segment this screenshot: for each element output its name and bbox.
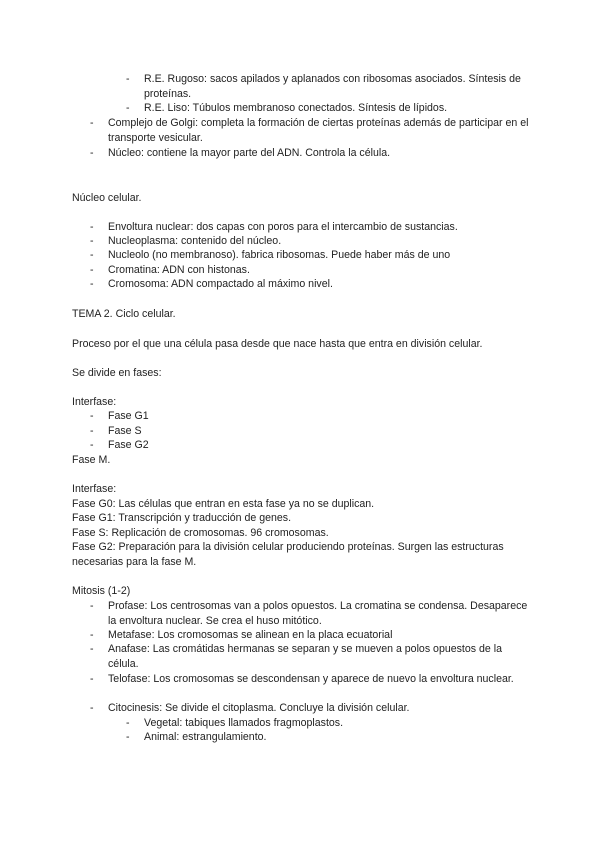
- bullet-dash: -: [90, 249, 94, 261]
- list-item-text: Cromosoma: ADN compactado al máximo nivel.: [108, 278, 333, 290]
- bullet-dash: -: [90, 278, 94, 290]
- interfase-label: Interfase:: [72, 396, 117, 408]
- list-item: [90, 234, 530, 249]
- list-item-text: Núcleo: contiene la mayor parte del ADN. Controla la célula.: [108, 147, 391, 159]
- section-heading-tema: TEMA 2. Ciclo celular.: [72, 308, 176, 320]
- bullet-dash: -: [90, 425, 94, 437]
- bullet-dash: -: [126, 731, 130, 743]
- list-item-text: Fase S: [108, 425, 142, 437]
- list-item-text: Telofase: Los cromosomas se descondensan y aparece de nuevo la envoltura nuclear.: [108, 673, 514, 685]
- list-item: [126, 72, 536, 101]
- bullet-dash: -: [126, 717, 130, 729]
- bullet-dash: -: [90, 117, 94, 129]
- list-item: [90, 409, 530, 424]
- bullet-dash: -: [90, 147, 94, 159]
- fase-detail: Fase G0: Las células que entran en esta fase ya no se duplican.: [72, 498, 375, 510]
- list-item-text: Profase: Los centrosomas van a polos opuestos. La cromatina se condensa. Desaparece la envoltura nuclear. Se crea el huso mitótico.: [108, 600, 528, 627]
- bullet-dash: -: [90, 439, 94, 451]
- bullet-dash: -: [90, 410, 94, 422]
- definition-paragraph: Proceso por el que una célula pasa desde que nace hasta que entra en división celular.: [72, 338, 483, 350]
- list-item-text: Cromatina: ADN con histonas.: [108, 264, 250, 276]
- list-item: [90, 599, 530, 628]
- list-item-text: Fase G2: [108, 439, 149, 451]
- bullet-dash: -: [90, 629, 94, 641]
- list-item: [90, 146, 530, 161]
- bullet-dash: -: [90, 673, 94, 685]
- bullet-dash: -: [90, 702, 94, 714]
- section-heading-nucleo: Núcleo celular.: [72, 192, 142, 204]
- fase-detail: Fase S: Replicación de cromosomas. 96 cromosomas.: [72, 527, 329, 539]
- list-item: [90, 628, 530, 643]
- section-heading-mitosis: Mitosis (1-2): [72, 585, 131, 597]
- fase-m-label: Fase M.: [72, 454, 111, 466]
- list-item-text: Envoltura nuclear: dos capas con poros para el intercambio de sustancias.: [108, 221, 458, 233]
- bullet-dash: -: [90, 221, 94, 233]
- list-item: [90, 277, 530, 292]
- list-item-text: Nucleolo (no membranoso). fabrica ribosomas. Puede haber más de uno: [108, 249, 451, 261]
- bullet-dash: -: [126, 102, 130, 114]
- bullet-dash: -: [90, 264, 94, 276]
- list-item: [126, 101, 536, 116]
- list-item-text: Citocinesis: Se divide el citoplasma. Concluye la división celular.: [108, 702, 410, 714]
- list-item-text: Complejo de Golgi: completa la formación de ciertas proteínas además de participar en el transporte vesicular.: [108, 117, 529, 144]
- list-item: [90, 438, 530, 453]
- list-item-text: R.E. Liso: Túbulos membranoso conectados. Síntesis de lípidos.: [144, 102, 448, 114]
- fase-detail: Fase G1: Transcripción y traducción de genes.: [72, 512, 292, 524]
- list-item-text: R.E. Rugoso: sacos apilados y aplanados con ribosomas asociados. Síntesis de proteínas.: [144, 73, 521, 100]
- list-item: [90, 701, 530, 716]
- list-item: [90, 672, 530, 687]
- bullet-dash: -: [126, 73, 130, 85]
- list-item: [126, 730, 536, 745]
- bullet-dash: -: [90, 235, 94, 247]
- list-item: [90, 248, 530, 263]
- list-item-text: Anafase: Las cromátidas hermanas se separan y se mueven a polos opuestos de la célula.: [108, 643, 502, 670]
- fases-intro: Se divide en fases:: [72, 367, 162, 379]
- bullet-dash: -: [90, 643, 94, 655]
- list-item: [90, 220, 530, 235]
- list-item: [90, 424, 530, 439]
- list-item: [90, 116, 530, 145]
- list-item-text: Vegetal: tabiques llamados fragmoplastos.: [144, 717, 344, 729]
- list-item: [126, 716, 536, 731]
- list-item-text: Fase G1: [108, 410, 149, 422]
- fase-detail: Fase G2: Preparación para la división celular produciendo proteínas. Surgen las estructuras necesarias para la fase M.: [72, 541, 504, 568]
- list-item: [90, 263, 530, 278]
- list-item-text: Metafase: Los cromosomas se alinean en la placa ecuatorial: [108, 629, 393, 641]
- bullet-dash: -: [90, 600, 94, 612]
- interfase-label: Interfase:: [72, 483, 117, 495]
- list-item-text: Animal: estrangulamiento.: [144, 731, 267, 743]
- list-item: [90, 642, 530, 671]
- list-item-text: Nucleoplasma: contenido del núcleo.: [108, 235, 282, 247]
